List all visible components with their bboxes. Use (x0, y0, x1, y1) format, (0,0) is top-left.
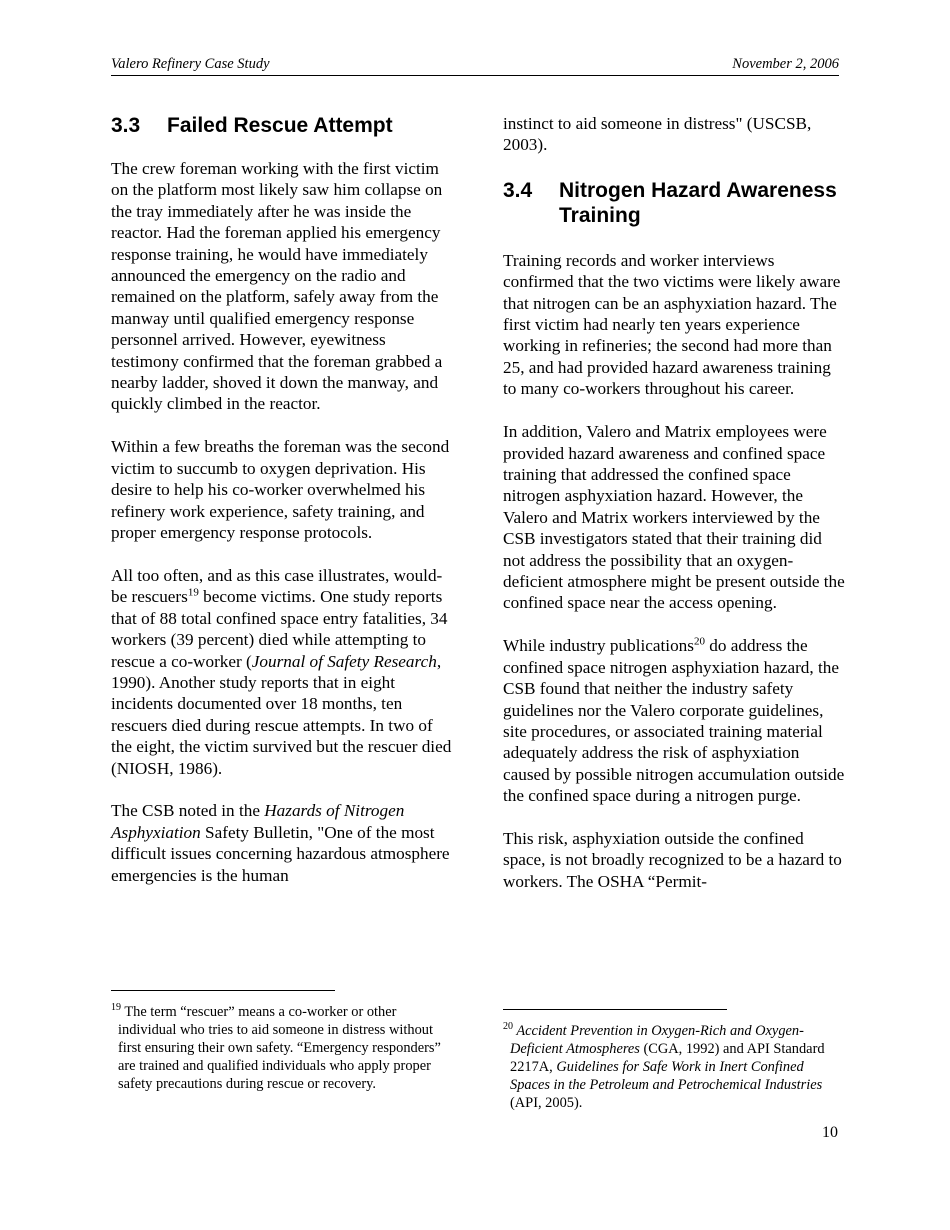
italic-text: Journal of Safety Research (251, 651, 437, 671)
footnote-text: (API, 2005). (510, 1095, 583, 1111)
page-number: 10 (822, 1124, 838, 1141)
footnote-divider (111, 990, 335, 991)
text-run: become victims. One study reports that of 88 total confined space entry fatalities, 34 workers (39 percent) died while attempting to rescue a co-worker ( (111, 587, 448, 671)
paragraph (111, 565, 456, 779)
text-run: Safety Bulletin, "One of the most difficult issues concerning hazardous atmosphere emergencies is the human (111, 822, 450, 885)
text-run: The CSB noted in the (111, 801, 265, 821)
paragraph: instinct to aid someone in distress" (USCSB, 2003). (503, 114, 812, 155)
section-title: Failed Rescue Attempt (167, 114, 393, 137)
paragraph: This risk, asphyxiation outside the confined space, is not broadly recognized to be a hazard to workers. The OSHA “Permit- (503, 829, 842, 891)
header-title: Valero Refinery Case Study (111, 56, 270, 72)
text-run: All too often, and as this case illustrates, would-be rescuers (111, 565, 443, 607)
left-column (111, 108, 456, 908)
footnote-19 (111, 1003, 451, 1093)
paragraph (111, 800, 456, 886)
paragraph: The crew foreman working with the first victim on the platform most likely saw him collapse on the tray immediately after he was inside the reactor. Had the foreman applied his emergency response training, he would have immediately announced the emergency on the radio and remained on the platform, safely away from the manway until qualified emergency response personnel arrived. However, eyewitness testimony confirmed that the foreman grabbed a nearby ladder, shoved it down the manway, and quickly climbed in the reactor. (111, 159, 443, 414)
footnote-number: 20 (503, 1021, 513, 1033)
italic-text: Guidelines for Safe Work in Inert Confined Spaces in the Petroleum and Petrochemical Industries (510, 1059, 823, 1093)
paragraph: In addition, Valero and Matrix employees were provided hazard awareness and confined space training that addressed the confined space nitrogen asphyxiation hazard. However, the Valero and Matrix workers interviewed by the CSB investigators stated that their training did not address the possibility that an oxygen-deficient atmosphere might be present outside the confined space near the access opening. (503, 422, 845, 613)
text-run: , 1990). Another study reports that in eight incidents documented over 18 months, ten rescuers died during rescue attempts. In two of the eight, the victim survived but the rescuer died (NIOSH, 1986). (111, 651, 452, 778)
footnote-text: (CGA, 1992) and API Standard 2217A, (510, 1041, 825, 1075)
footnote-ref-20[interactable]: 20 (693, 635, 705, 648)
paragraph: Training records and worker interviews confirmed that the two victims were likely aware that nitrogen can be an asphyxiation hazard. The first victim had nearly ten years experience working in refineries; the second had more than 25, and had provided hazard awareness training to many co-workers throughout his career. (503, 250, 841, 399)
section-title: Nitrogen Hazard Awareness Training (559, 178, 837, 227)
paragraph: Within a few breaths the foreman was the second victim to succumb to oxygen deprivation. His desire to help his co-worker overwhelmed his refinery work experience, safety training, and proper emergency response protocols. (111, 437, 450, 542)
section-heading-3-4 (503, 178, 848, 228)
paragraph (503, 635, 848, 806)
running-header (111, 56, 839, 76)
footnote-20 (503, 1022, 838, 1112)
footnote-number: 19 (111, 1002, 121, 1014)
right-column (503, 113, 848, 914)
text-run: While industry publications (503, 636, 694, 656)
italic-text: Accident Prevention in Oxygen-Rich and Oxygen-Deficient Atmospheres (510, 1023, 804, 1057)
text-run: do address the confined space nitrogen asphyxiation hazard, the CSB found that neither the industry safety guidelines nor the Valero corporate guidelines, site procedures, or associated training material adequately address the risk of asphyxiation caused by possible nitrogen accumulation outside the confined space during a nitrogen purge. (503, 636, 845, 806)
section-number: 3.3 (111, 114, 141, 137)
footnote-text: The term “rescuer” means a co-worker or other individual who tries to aid someone in distress without first ensuring their own safety. “Emergency responders” are trained and qualified individuals who apply proper safety precautions during rescue or recovery. (118, 1004, 441, 1092)
footnote-divider (503, 1009, 727, 1010)
section-heading-3-3 (111, 113, 456, 138)
italic-text: Hazards of Nitrogen Asphyxiation (111, 801, 405, 842)
header-date: November 2, 2006 (732, 56, 839, 72)
footnote-ref-19[interactable]: 19 (187, 586, 199, 599)
section-number: 3.4 (503, 178, 533, 202)
